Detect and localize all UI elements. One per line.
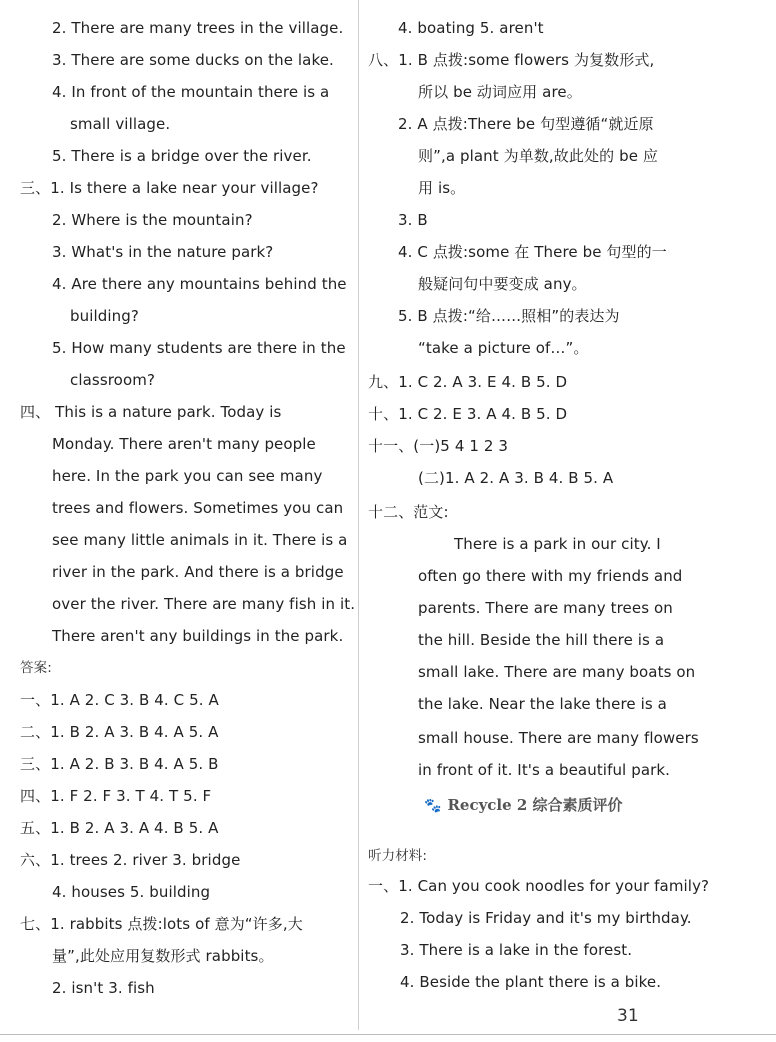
text-line: (二)1. A 2. A 3. B 4. B 5. A [418, 469, 614, 487]
text-line: here. In the park you can see many [52, 467, 323, 485]
section-heading [424, 794, 623, 815]
text-line: 八、1. B 点拨:some flowers 为复数形式, [368, 51, 655, 69]
section-heading-text: Recycle 2 综合素质评价 [447, 796, 623, 814]
text-line: 五、1. B 2. A 3. A 4. B 5. A [20, 819, 219, 837]
text-line: There aren't any buildings in the park. [52, 627, 344, 645]
section-label: 答案: [20, 660, 52, 676]
text-line: 四、 This is a nature park. Today is [20, 403, 282, 421]
text-line: small house. There are many flowers [418, 729, 699, 747]
text-line: 十一、(一)5 4 1 2 3 [368, 437, 508, 455]
text-line: 三、1. A 2. B 3. B 4. A 5. B [20, 755, 219, 773]
text-line: “take a picture of…”。 [418, 339, 589, 357]
text-line: in front of it. It's a beautiful park. [418, 761, 671, 779]
text-line: 5. B 点拨:“给……照相”的表达为 [398, 307, 620, 325]
text-line: 十二、范文: [368, 503, 449, 521]
bottom-rule [0, 1034, 776, 1035]
text-line: 2. There are many trees in the village. [52, 19, 344, 37]
paw-icon: 🐾 [424, 798, 442, 814]
text-line: Monday. There aren't many people [52, 435, 316, 453]
page-number: 31 [617, 1006, 639, 1026]
text-line: 5. How many students are there in the [52, 339, 346, 357]
text-line: parents. There are many trees on [418, 599, 673, 617]
text-line: 4. houses 5. building [52, 883, 211, 901]
text-line: 2. isn't 3. fish [52, 979, 155, 997]
text-line: river in the park. And there is a bridge [52, 563, 344, 581]
text-line: 二、1. B 2. A 3. B 4. A 5. A [20, 723, 219, 741]
text-line: 4. Beside the plant there is a bike. [400, 973, 662, 991]
text-line: 量”,此处应用复数形式 rabbits。 [52, 947, 274, 965]
text-line: 2. Where is the mountain? [52, 211, 253, 229]
text-line: classroom? [70, 371, 156, 389]
text-line: 七、1. rabbits 点拨:lots of 意为“许多,大 [20, 915, 303, 933]
text-line: 一、1. A 2. C 3. B 4. C 5. A [20, 691, 219, 709]
text-line: trees and flowers. Sometimes you can [52, 499, 344, 517]
text-line: 2. Today is Friday and it's my birthday. [400, 909, 692, 927]
text-line: 3. There are some ducks on the lake. [52, 51, 334, 69]
text-line: small lake. There are many boats on [418, 663, 696, 681]
text-line: 3. What's in the nature park? [52, 243, 274, 261]
text-line: 4. In front of the mountain there is a [52, 83, 330, 101]
text-line: the hill. Beside the hill there is a [418, 631, 665, 649]
text-line: the lake. Near the lake there is a [418, 695, 667, 713]
text-line: small village. [70, 115, 171, 133]
text-line: 5. There is a bridge over the river. [52, 147, 312, 165]
text-line: 4. Are there any mountains behind the [52, 275, 347, 293]
text-line: building? [70, 307, 139, 325]
text-line: see many little animals in it. There is a [52, 531, 348, 549]
text-line: 3. B [398, 211, 428, 229]
text-line: 则”,a plant 为单数,故此处的 be 应 [418, 147, 658, 165]
text-line: 4. boating 5. aren't [398, 19, 544, 37]
text-line: 2. A 点拨:There be 句型遵循“就近原 [398, 115, 654, 133]
text-line: 三、1. Is there a lake near your village? [20, 179, 319, 197]
text-line: 四、1. F 2. F 3. T 4. T 5. F [20, 787, 212, 805]
text-line: 十、1. C 2. E 3. A 4. B 5. D [368, 405, 568, 423]
text-line: over the river. There are many fish in it. [52, 595, 356, 613]
text-line: 3. There is a lake in the forest. [400, 941, 633, 959]
section-label: 听力材料: [368, 848, 428, 864]
text-line: 一、1. Can you cook noodles for your family? [368, 877, 710, 895]
text-line: There is a park in our city. I [454, 535, 661, 553]
text-line: 六、1. trees 2. river 3. bridge [20, 851, 241, 869]
text-line: 般疑问句中要变成 any。 [418, 275, 587, 293]
text-line: 4. C 点拨:some 在 There be 句型的一 [398, 243, 667, 261]
column-divider [358, 0, 359, 1030]
text-line: 九、1. C 2. A 3. E 4. B 5. D [368, 373, 568, 391]
text-line: 所以 be 动词应用 are。 [418, 83, 582, 101]
text-line: 用 is。 [418, 179, 466, 197]
text-line: often go there with my friends and [418, 567, 683, 585]
